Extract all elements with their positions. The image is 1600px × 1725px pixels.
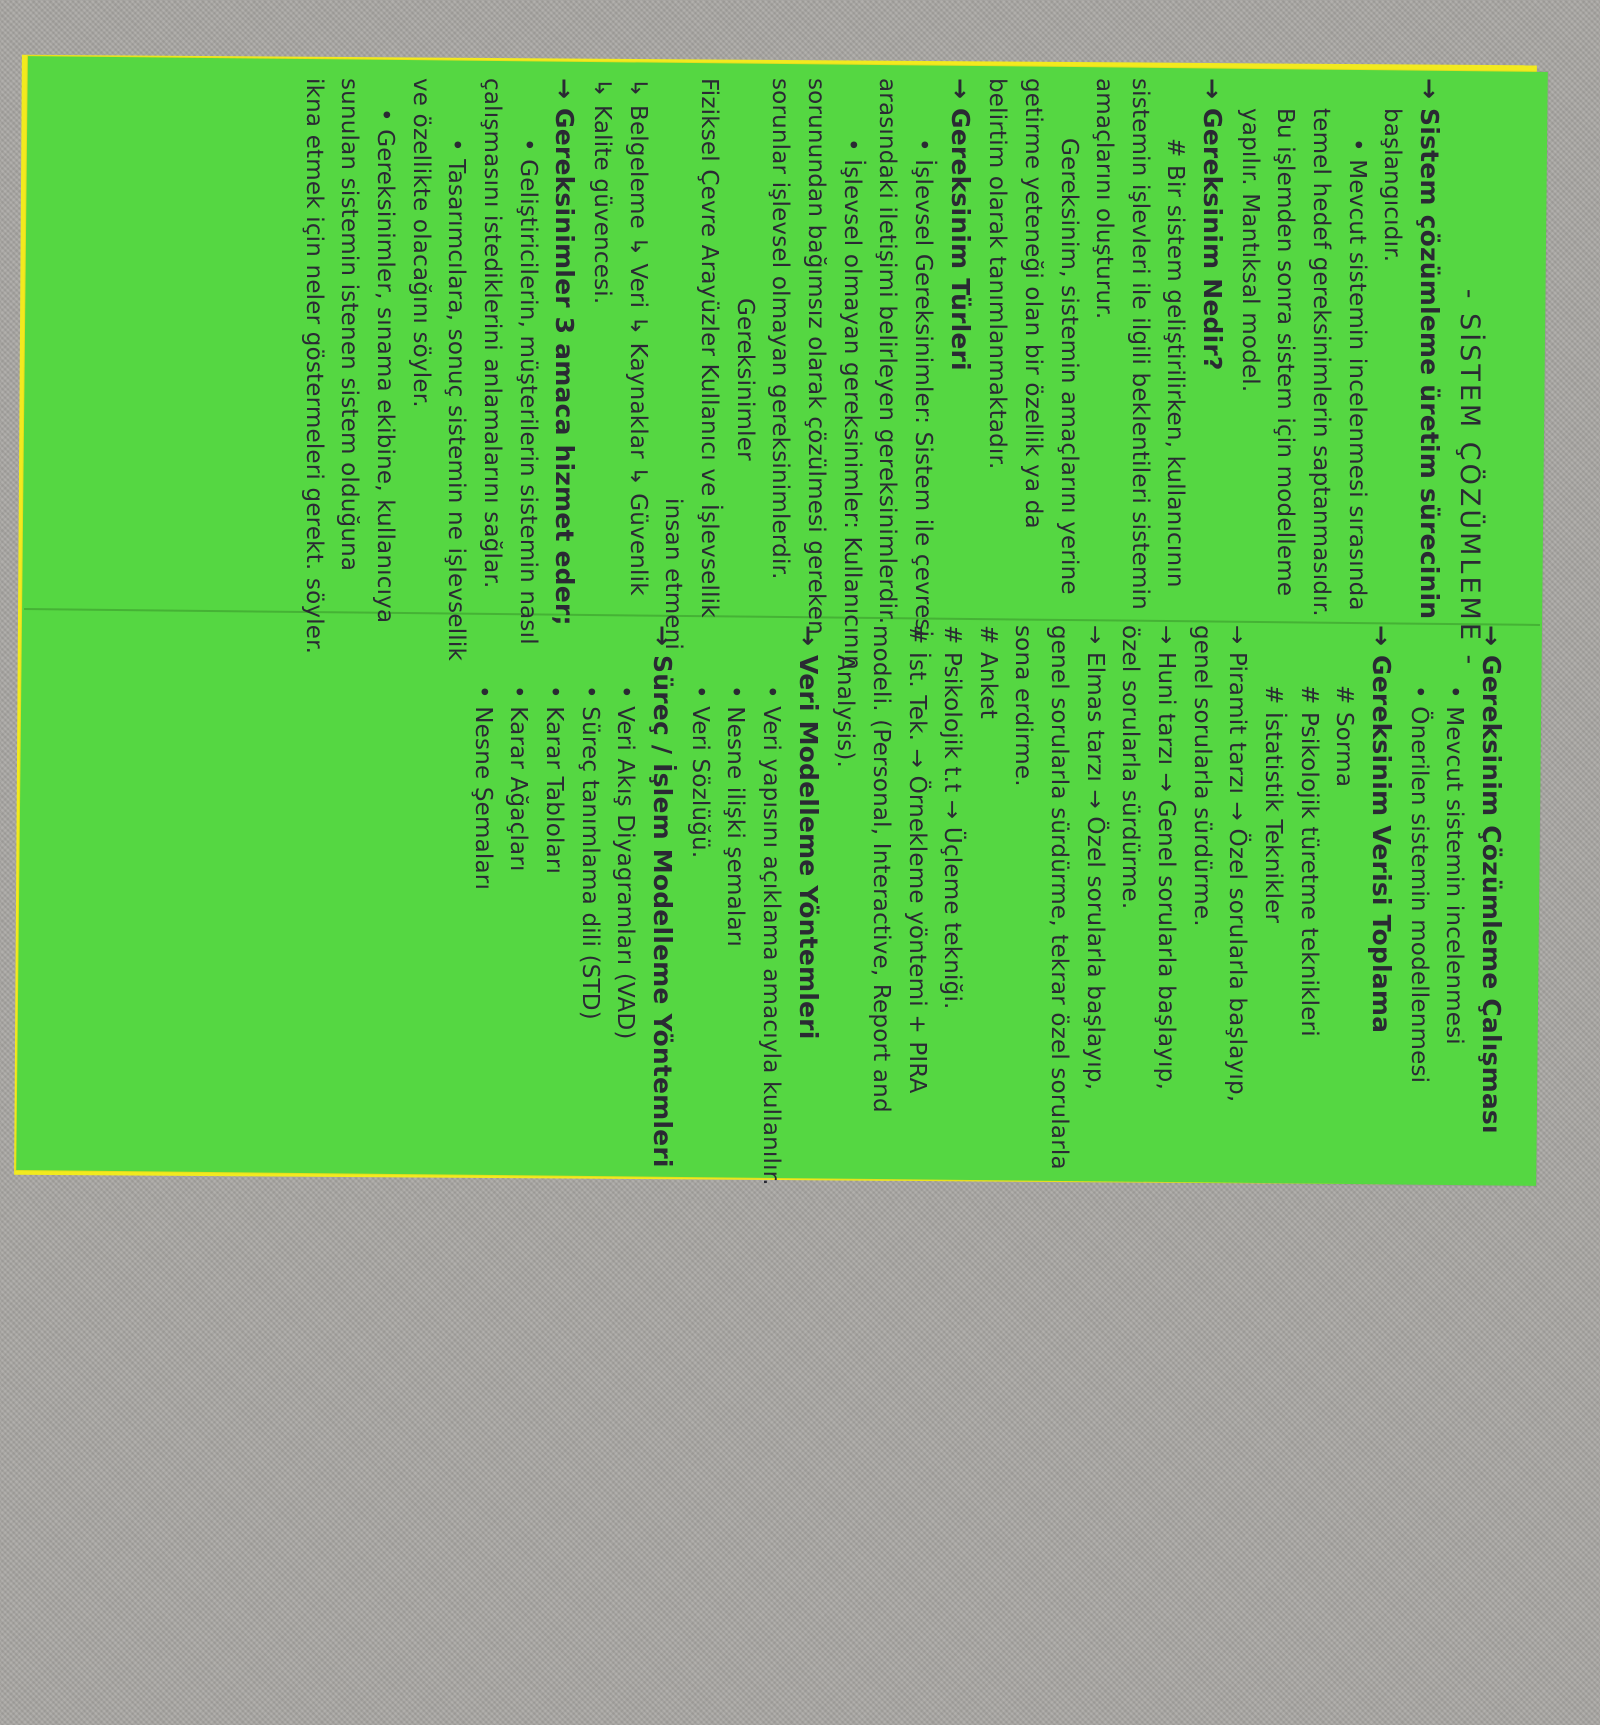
note-line: # Psikolojik türetme teknikleri — [1295, 685, 1322, 1037]
note-line: • Veri yapısını açıklama amacıyla kullanılır. — [757, 685, 784, 1186]
note-line: • Süreç tanımlama dili (STD) — [576, 685, 603, 1020]
note-line: • Mevcut sistemin incelenmesi sırasında — [1343, 138, 1370, 611]
diagram-root-label: Gereksinimler — [731, 298, 758, 461]
note-line: • İşlevsel Gereksinimler: Sistem ile çevresi — [909, 138, 936, 638]
note-line: • Nesne Şemaları — [469, 685, 496, 891]
note-line: yapılır. Mantıksal model. — [1236, 108, 1263, 393]
diagram-leaf: ↳ Kalite güvencesi. — [589, 78, 616, 305]
note-line: genel sorularla sürdürme, tekrar özel sorularla — [1046, 625, 1073, 1170]
note-line: modeli. (Personal, Interactive, Report and — [867, 625, 894, 1113]
note-line: sona erdirme. — [1010, 625, 1037, 787]
section-heading: → Veri Modelleme Yöntemleri — [793, 625, 823, 1040]
note-line: • Karar Ağaçları — [505, 685, 532, 872]
note-line: • Karar Tabloları — [540, 685, 567, 875]
note-line: • Geliştiricilerin, müşterilerin sistemin nasıl — [514, 138, 541, 645]
note-line: ve özellikte olacağını söyler. — [407, 78, 434, 408]
diagram-branch-sub: insan etmeni — [660, 498, 687, 651]
note-line: başlangıcıdır. — [1379, 108, 1406, 263]
note-line: getirme yeteneği olan bir özellik ya da — [1019, 78, 1046, 529]
note-line: → Piramit tarzı → Özel sorularla başlayıp, — [1224, 625, 1251, 1103]
note-line: amaçlarını oluşturur. — [1091, 78, 1118, 320]
section-heading: → Süreç / İşlem Modelleme Yöntemleri — [647, 625, 677, 1168]
note-line: # İstatistik Teknikler — [1259, 685, 1286, 924]
page-title: - SİSTEM ÇÖZÜMLEME - — [1454, 288, 1485, 668]
note-line: Gereksinim, sistemin amaçlarını yerine — [1055, 138, 1082, 595]
note-line: • Veri Akış Diyagramları (VAD) — [612, 685, 639, 1040]
note-line: → Sistem çözümleme üretim sürecinin — [1415, 78, 1445, 620]
note-line: # Anket — [974, 625, 1001, 719]
section-heading: → Gereksinim Türleri — [945, 78, 975, 371]
note-line: • Gereksinimler, sınama ekibine, kullanıcıya — [372, 108, 399, 624]
note-line: genel sorularla sürdürme. — [1188, 625, 1215, 927]
diagram-leaves: ↳ Belgeleme ↳ Veri ↳ Kaynaklar ↳ Güvenlik — [624, 78, 651, 596]
notes-page-right — [50, 625, 1510, 1725]
note-line: • Önerilen sistemin modellenmesi — [1405, 685, 1432, 1084]
note-line: # Psikolojik t.t → Üçleme tekniği. — [939, 625, 966, 1010]
note-line: • İşlevsel olmayan gereksinimler: Kullanıcının — [838, 138, 865, 670]
section-heading: → Gereksinim Verisi Toplama — [1366, 625, 1396, 1034]
note-line: • Veri Sözlüğü. — [686, 685, 713, 859]
note-line: Analysis). — [832, 655, 859, 769]
note-line: çalışmasını istediklerini anlamalarını sağlar. — [479, 78, 506, 589]
note-line: → Elmas tarzı → Özel sorularla başlayıp, — [1081, 625, 1108, 1091]
diagram-branches: Fiziksel Çevre Arayüzler Kullanıcı ve İşlevsellik — [696, 78, 723, 618]
section-heading: → Gereksinim Çözümleme Çalışması — [1477, 625, 1506, 1134]
section-heading: → Gereksinim Nedir? — [1198, 78, 1228, 371]
note-line: • Tasarımcılara, sonuç sistemin ne işlevsellik — [443, 138, 470, 661]
note-line: # Bir sistem geliştirilirken, kullanıcının — [1162, 138, 1189, 588]
note-line: sorunlar işlevsel olmayan gereksinimlerdir. — [767, 78, 794, 580]
note-line: temel hedef gereksinimlerin saptanmasıdır. — [1308, 108, 1335, 617]
note-line: # İst. Tek. → Örnekleme yöntemi + PIRA — [903, 625, 930, 1094]
note-line: arasındaki iletişimi belirleyen gereksinimlerdir. — [874, 78, 901, 625]
note-line: sunulan sistemin istenen sistem olduğuna — [336, 78, 363, 572]
note-line: • Nesne ilişki şemaları — [722, 685, 749, 947]
note-line: • Mevcut sistemin incelenmesi — [1441, 685, 1468, 1045]
note-line: ikna etmek için neler göstermeleri gerekt. söyler. — [300, 78, 327, 655]
note-line: belirtim olarak tanımlanmaktadır. — [984, 78, 1011, 470]
note-line: sistemin işlevleri ile ilgili beklentileri sistemin — [1126, 78, 1153, 610]
note-line: sorunundan bağımsız olarak çözülmesi gereken — [802, 78, 829, 635]
section-heading: → Gereksinimler 3 amaca hizmet eder; — [550, 78, 580, 626]
note-line: # Sorma — [1331, 685, 1358, 788]
note-line: → Huni tarzı → Genel sorularla başlayıp, — [1153, 625, 1180, 1090]
note-line: Bu işlemden sonra sistem için modelleme — [1272, 108, 1299, 597]
note-line: özel sorularla sürdürme. — [1117, 625, 1144, 910]
